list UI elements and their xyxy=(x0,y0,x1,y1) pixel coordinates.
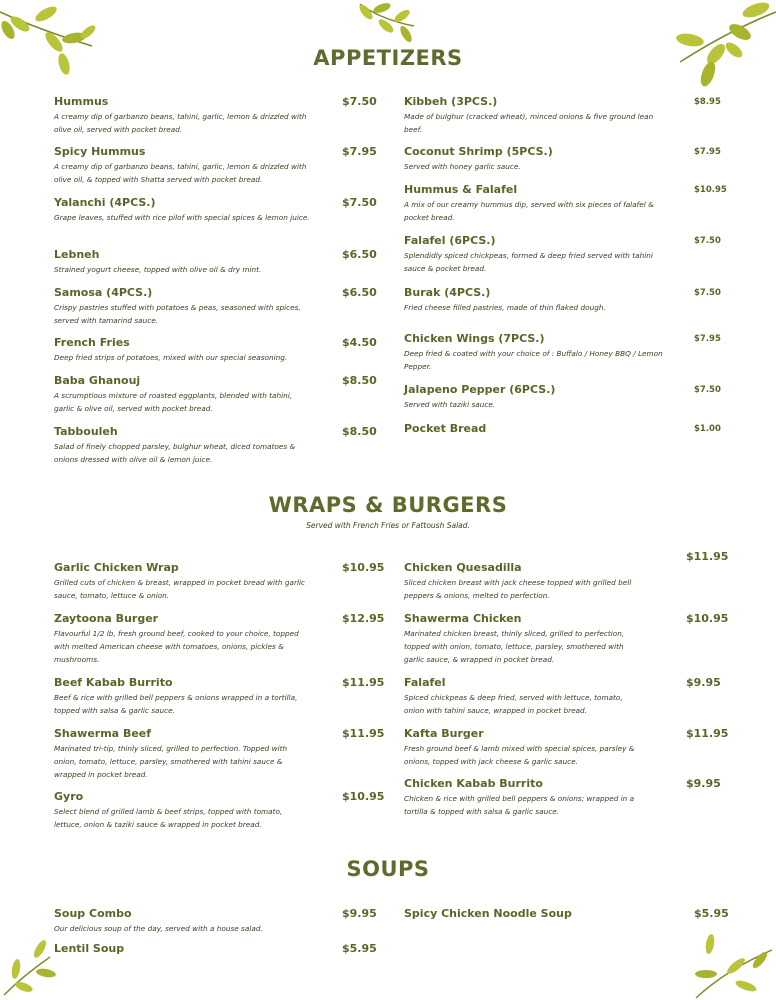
item-name: Falafel (6PCS.) xyxy=(404,234,496,247)
item-price: $1.00 xyxy=(694,424,721,434)
item-name: Chicken Quesadilla xyxy=(404,561,522,574)
appetizers-title: APPETIZERS xyxy=(313,46,463,70)
item-description: Sliced chicken breast with jack cheese topped with grilled bell peppers & onions, melted to perfection. xyxy=(404,578,632,600)
item-description: Served with honey garlic sauce. xyxy=(404,162,521,171)
item-description: Marinated chicken breast, thinly sliced, grilled to perfection, topped with onion, tomato, lettuce, parsley, smothered with garlic sauce, & wrapped in pocket bread. xyxy=(404,629,625,664)
item-price: $8.50 xyxy=(342,425,377,438)
item-price: $7.95 xyxy=(342,145,377,158)
item-name: Jalapeno Pepper (6PCS.) xyxy=(404,383,556,396)
item-price: $10.95 xyxy=(694,185,727,195)
item-price: $5.95 xyxy=(342,942,377,955)
item-description: Deep fried strips of potatoes, mixed with our special seasoning. xyxy=(54,353,288,362)
item-price: $7.50 xyxy=(694,236,721,246)
item-name: Shawerma Chicken xyxy=(404,612,522,625)
item-price: $6.50 xyxy=(342,286,377,299)
item-description: Our delicious soup of the day, served with a house salad. xyxy=(54,924,263,933)
item-price: $7.50 xyxy=(342,95,377,108)
item-price: $4.50 xyxy=(342,336,377,349)
item-name: Samosa (4PCS.) xyxy=(54,286,153,299)
item-description: Fried cheese filled pastries, made of thin flaked dough. xyxy=(404,303,606,312)
item-price: $8.95 xyxy=(694,97,721,107)
item-name: Tabbouleh xyxy=(54,425,118,438)
item-name: Shawerma Beef xyxy=(54,727,152,740)
item-name: Kibbeh (3PCS.) xyxy=(404,95,498,108)
item-description: Fresh ground beef & lamb mixed with special spices, parsley & onions, topped with jack cheese & garlic sauce. xyxy=(404,744,635,766)
item-price: $11.95 xyxy=(342,727,385,740)
item-description: Flavourful 1/2 lb, fresh ground beef, cooked to your choice, topped with melted American cheese with tomatoes, onions, pickles & mushrooms. xyxy=(54,629,299,664)
item-name: Falafel xyxy=(404,676,446,689)
item-description: Spiced chickpeas & deep fried, served with lettuce, tomato, onion with tahini sauce, wrapped in pocket bread. xyxy=(404,693,623,715)
item-price: $8.50 xyxy=(342,374,377,387)
item-price: $11.95 xyxy=(686,550,729,563)
item-price: $10.95 xyxy=(342,790,385,803)
item-name: Zaytoona Burger xyxy=(54,612,159,625)
item-description: Splendidly spiced chickpeas, formed & deep fried served with tahini sauce & pocket bread. xyxy=(404,251,653,273)
item-description: Marinated tri-tip, thinly sliced, grilled to perfection. Topped with onion, tomato, lettuce, parsley, smothered with tahini sauce & wrapped in pocket bread. xyxy=(54,744,288,779)
item-name: Burak (4PCS.) xyxy=(404,286,491,299)
item-name: Lebneh xyxy=(54,248,100,261)
item-name: Lentil Soup xyxy=(54,942,125,955)
item-price: $5.95 xyxy=(694,907,729,920)
item-description: A creamy dip of garbanzo beans, tahini, garlic, lemon & drizzled with olive oil, served with pocket bread. xyxy=(54,112,307,134)
item-description: Served with taziki sauce. xyxy=(404,400,496,409)
item-name: Pocket Bread xyxy=(404,422,487,435)
item-price: $10.95 xyxy=(342,561,385,574)
item-name: Gyro xyxy=(54,790,84,803)
item-name: Hummus xyxy=(54,95,109,108)
item-description: Grilled cuts of chicken & breast, wrapped in pocket bread with garlic sauce, tomato, lettuce & onion. xyxy=(54,578,306,600)
wraps-burgers-subtitle: Served with French Fries or Fattoush Salad. xyxy=(306,521,470,530)
item-description: Strained yogurt cheese, topped with olive oil & dry mint. xyxy=(54,265,262,274)
item-description: A creamy dip of garbanzo beans, tahini, garlic, lemon & drizzled with olive oil, & topped with Shatta served with pocket bread. xyxy=(54,162,307,184)
item-name: French Fries xyxy=(54,336,130,349)
item-name: Spicy Chicken Noodle Soup xyxy=(404,907,572,920)
item-name: Chicken Kabab Burrito xyxy=(404,777,543,790)
item-description: Crispy pastries stuffed with potatoes & peas, seasoned with spices, served with tamarind sauce. xyxy=(54,303,301,325)
item-description: Salad of finely chopped parsley, bulghur wheat, diced tomatoes & onions dressed with olive oil & lemon juice. xyxy=(54,442,296,464)
item-name: Beef Kabab Burrito xyxy=(54,676,173,689)
item-name: Baba Ghanouj xyxy=(54,374,141,387)
item-price: $10.95 xyxy=(686,612,729,625)
item-name: Chicken Wings (7PCS.) xyxy=(404,332,545,345)
item-price: $9.95 xyxy=(686,777,721,790)
item-name: Garlic Chicken Wrap xyxy=(54,561,179,574)
item-description: Select blend of grilled lamb & beef strips, topped with tomato, lettuce, onion & taziki sauce & wrapped in pocket bread. xyxy=(54,807,283,829)
item-name: Hummus & Falafel xyxy=(404,183,518,196)
item-description: Made of bulghur (cracked wheat), minced onions & five ground lean beef. xyxy=(404,112,654,134)
item-price: $9.95 xyxy=(686,676,721,689)
item-price: $11.95 xyxy=(342,676,385,689)
soups-title: SOUPS xyxy=(346,857,430,881)
item-description: A scrumptious mixture of roasted eggplants, blended with tahini, garlic & olive oil, served with pocket bread. xyxy=(54,391,293,413)
item-description: Chicken & rice with grilled bell peppers & onions; wrapped in a tortilla & topped with salsa & garlic sauce. xyxy=(404,794,635,816)
wraps-burgers-title: WRAPS & BURGERS xyxy=(268,493,508,517)
item-name: Spicy Hummus xyxy=(54,145,146,158)
item-price: $7.95 xyxy=(694,334,721,344)
item-price: $7.50 xyxy=(694,288,721,298)
olive-branch-bottom-right-icon xyxy=(686,930,776,1000)
item-price: $7.95 xyxy=(694,147,721,157)
olive-branch-top-center-icon xyxy=(352,0,422,50)
item-price: $11.95 xyxy=(686,727,729,740)
item-description: A mix of our creamy hummus dip, served with six pieces of falafel & pocket bread. xyxy=(404,200,654,222)
olive-branch-bottom-left-icon xyxy=(0,935,60,1000)
item-price: $9.95 xyxy=(342,907,377,920)
item-price: $7.50 xyxy=(342,196,377,209)
item-name: Soup Combo xyxy=(54,907,132,920)
item-description: Grape leaves, stuffed with rice pilof with special spices & lemon juice. xyxy=(54,213,310,222)
item-name: Coconut Shrimp (5PCS.) xyxy=(404,145,553,158)
item-description: Deep fried & coated with your choice of : Buffalo / Honey BBQ / Lemon Pepper. xyxy=(404,349,663,371)
item-name: Yalanchi (4PCS.) xyxy=(54,196,156,209)
item-name: Kafta Burger xyxy=(404,727,484,740)
item-price: $7.50 xyxy=(694,385,721,395)
item-description: Beef & rice with grilled bell peppers & onions wrapped in a tortilla, topped with salsa & garlic sauce. xyxy=(54,693,298,715)
item-price: $6.50 xyxy=(342,248,377,261)
item-price: $12.95 xyxy=(342,612,385,625)
